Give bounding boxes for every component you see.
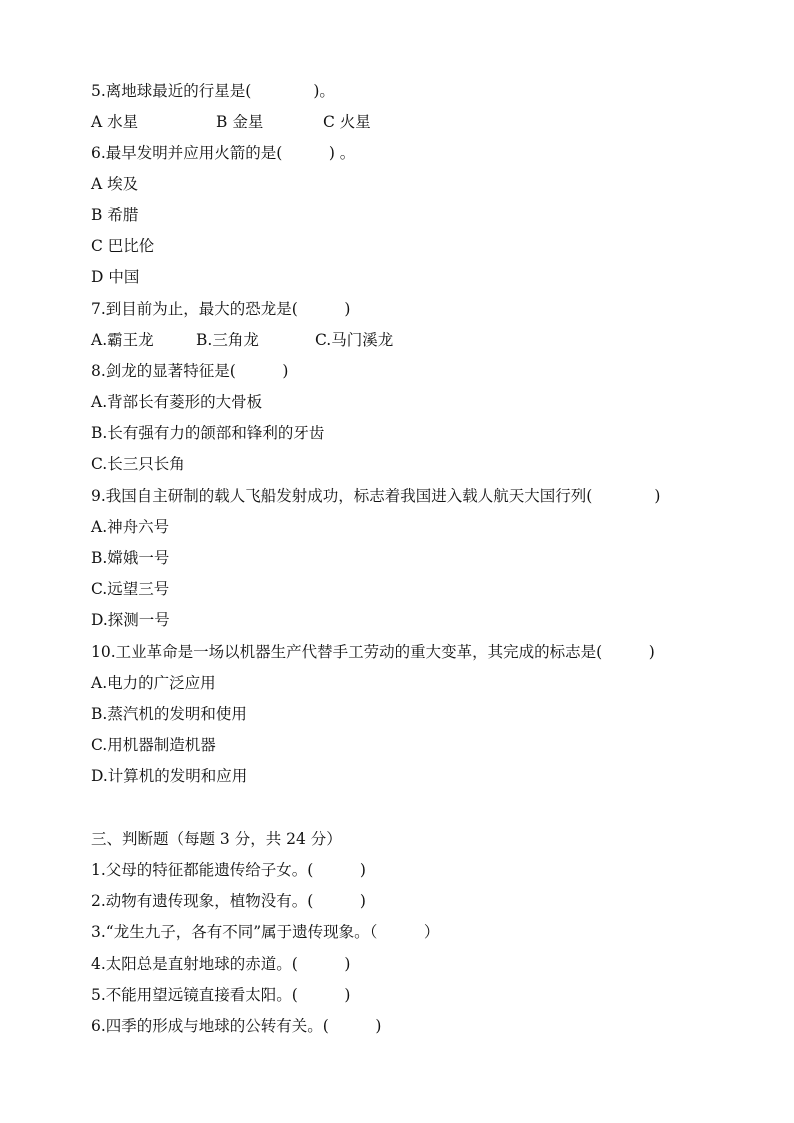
question-6-option-a: A 埃及 bbox=[91, 175, 139, 193]
judgment-item-2: 2.动物有遗传现象，植物没有。( ) bbox=[91, 892, 366, 910]
question-10-option-c: C.用机器制造机器 bbox=[91, 736, 216, 754]
judgment-item-3: 3.“龙生九子，各有不同”属于遗传现象。（ ） bbox=[91, 923, 440, 941]
question-7-options bbox=[91, 328, 394, 352]
judgment-item-6: 6.四季的形成与地球的公转有关。( ) bbox=[91, 1017, 382, 1035]
question-10-stem: 10.工业革命是一场以机器生产代替手工劳动的重大变革，其完成的标志是( ) bbox=[91, 643, 655, 661]
question-6-option-b: B 希腊 bbox=[91, 206, 139, 224]
section-3-title: 三、判断题（每题 3 分，共 24 分） bbox=[91, 830, 342, 848]
question-9-option-b: B.嫦娥一号 bbox=[91, 549, 170, 567]
judgment-item-1: 1.父母的特征都能遗传给子女。( ) bbox=[91, 861, 366, 879]
question-5-stem: 5.离地球最近的行星是( )。 bbox=[91, 82, 335, 100]
question-9-option-c: C.远望三号 bbox=[91, 580, 170, 598]
question-8-option-c: C.长三只长角 bbox=[91, 455, 185, 473]
question-10-option-a: A.电力的广泛应用 bbox=[91, 674, 216, 692]
question-10-option-b: B.蒸汽机的发明和使用 bbox=[91, 705, 247, 723]
question-9-stem: 9.我国自主研制的载人飞船发射成功，标志着我国进入载人航天大国行列( ) bbox=[91, 487, 661, 505]
question-5-options bbox=[91, 110, 371, 134]
question-5-option-a: A 水星 bbox=[91, 113, 139, 131]
judgment-item-4: 4.太阳总是直射地球的赤道。( ) bbox=[91, 955, 351, 973]
question-6-stem: 6.最早发明并应用火箭的是( ) 。 bbox=[91, 144, 356, 162]
question-8-option-b: B.长有强有力的颌部和锋利的牙齿 bbox=[91, 424, 325, 442]
question-7-option-a: A.霸王龙 bbox=[91, 331, 154, 349]
question-9-option-d: D.探测一号 bbox=[91, 611, 170, 629]
question-7-option-b: B.三角龙 bbox=[196, 331, 259, 349]
question-9-option-a: A.神舟六号 bbox=[91, 518, 170, 536]
question-7-option-c: C.马门溪龙 bbox=[315, 331, 394, 349]
judgment-item-5: 5.不能用望远镜直接看太阳。( ) bbox=[91, 986, 351, 1004]
question-6-option-d: D 中国 bbox=[91, 268, 140, 286]
question-10-option-d: D.计算机的发明和应用 bbox=[91, 767, 248, 785]
question-6-option-c: C 巴比伦 bbox=[91, 237, 155, 255]
question-5-option-c: C 火星 bbox=[323, 113, 371, 131]
question-8-option-a: A.背部长有菱形的大骨板 bbox=[91, 393, 263, 411]
question-7-stem: 7.到目前为止，最大的恐龙是( ) bbox=[91, 300, 351, 318]
question-8-stem: 8.剑龙的显著特征是( ) bbox=[91, 362, 289, 380]
question-5-option-b: B 金星 bbox=[216, 113, 264, 131]
